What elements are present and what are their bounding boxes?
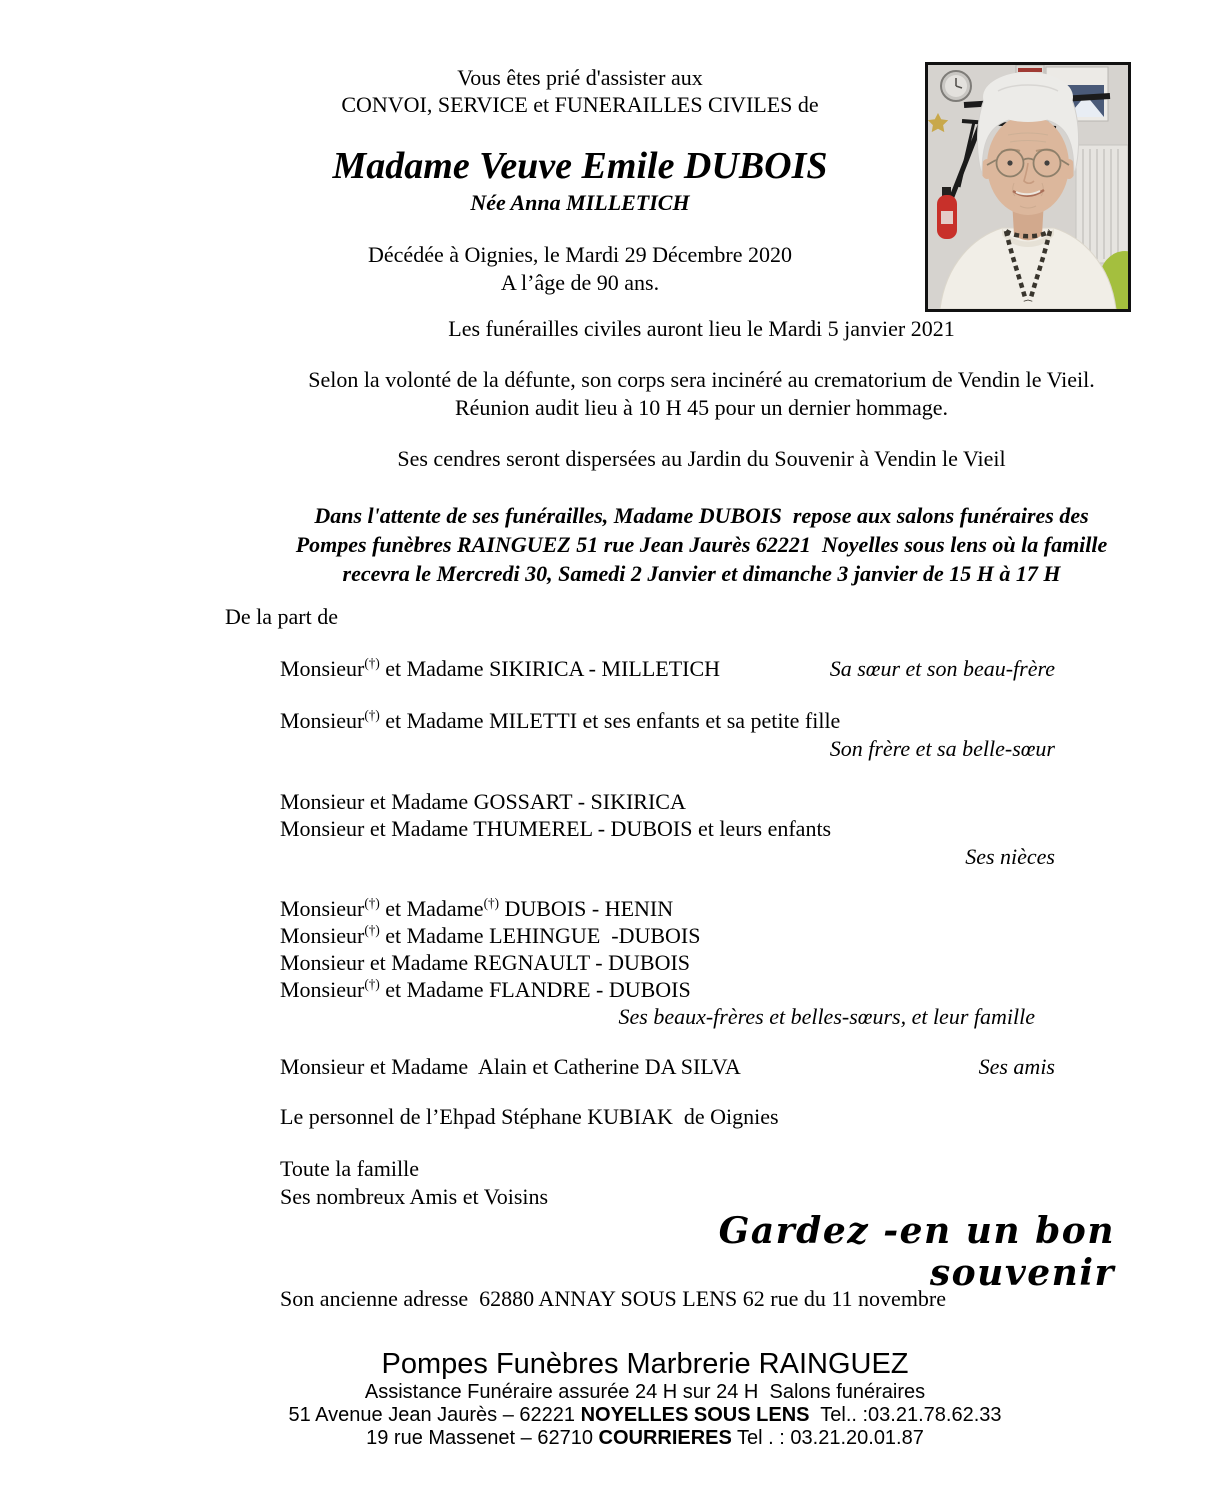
- maiden-name: Née Anna MILLETICH: [470, 190, 690, 215]
- relation-label: Ses nièces: [965, 844, 1055, 869]
- from-label: De la part de: [225, 604, 338, 629]
- eye: [1007, 160, 1012, 165]
- family-member-name: Monsieur(†) et Madame FLANDRE - DUBOIS: [280, 976, 691, 1002]
- family-member-name: Monsieur(†) et Madame(†) DUBOIS - HENIN: [280, 895, 674, 921]
- family-member-line: [280, 656, 1055, 682]
- family-member-line: [280, 1054, 1055, 1080]
- cremation-block: [190, 366, 1213, 422]
- relation-label: Ses amis: [978, 1054, 1055, 1079]
- intro-block: [250, 64, 910, 118]
- funeral-home-name: Pompes Funèbres Marbrerie RAINGUEZ: [381, 1348, 909, 1380]
- family-member-line: [280, 708, 1055, 734]
- repose-line-2: Pompes funèbres RAINGUEZ 51 rue Jean Jaurès 62221 Noyelles sous lens où la famille: [295, 532, 1108, 557]
- relation-label: Ses beaux-frères et belles-sœurs, et leur famille: [618, 1004, 1035, 1029]
- funeral-home-footer: [90, 1348, 1200, 1450]
- city-name: COURRIERES: [598, 1427, 732, 1449]
- city-name: NOYELLES SOUS LENS: [580, 1404, 810, 1426]
- funeral-home-address-1: 51 Avenue Jean Jaurès – 62221 NOYELLES SOUS LENS Tel.. :03.21.78.62.33: [288, 1404, 1002, 1426]
- deceased-dagger: (†): [364, 922, 380, 938]
- family-member-name: Monsieur(†) et Madame MILETTI et ses enfants et sa petite fille: [280, 707, 841, 733]
- ashes-line: Ses cendres seront dispersées au Jardin du Souvenir à Vendin le Vieil: [397, 446, 1006, 471]
- repose-line-3: recevra le Mercredi 30, Samedi 2 Janvier et dimanche 3 janvier de 15 H à 17 H: [342, 561, 1061, 586]
- death-date-line: Décédée à Oignies, le Mardi 29 Décembre 2020: [368, 242, 792, 267]
- family-member-line: [280, 896, 1055, 922]
- family-member-line: Monsieur et Madame THUMEREL - DUBOIS et leurs enfants: [280, 816, 832, 841]
- repose-line-1: Dans l'attente de ses funérailles, Madame DUBOIS repose aux salons funéraires des: [314, 503, 1089, 528]
- family-member-name: Monsieur(†) et Madame SIKIRICA - MILLETICH: [280, 655, 721, 681]
- family-member-line: Le personnel de l’Ehpad Stéphane KUBIAK de Oignies: [280, 1104, 779, 1129]
- intro-line-1: Vous êtes prié d'assister aux: [457, 65, 703, 90]
- family-member-line: Toute la famille: [280, 1156, 419, 1181]
- family-member-line: Ses nombreux Amis et Voisins: [280, 1184, 549, 1209]
- family-member-name: Monsieur et Madame Alain et Catherine DA SILVA: [280, 1054, 741, 1079]
- death-block: [250, 241, 910, 297]
- deceased-dagger: (†): [364, 976, 380, 992]
- funeral-home-service-line: Assistance Funéraire assurée 24 H sur 24 H Salons funéraires: [364, 1381, 926, 1403]
- deceased-dagger: (†): [364, 655, 380, 671]
- deceased-name: Madame Veuve Emile DUBOIS: [332, 145, 828, 187]
- deceased-dagger: (†): [364, 895, 380, 911]
- portrait-photo: [925, 62, 1131, 312]
- eye: [1044, 160, 1049, 165]
- deceased-dagger: (†): [364, 707, 380, 723]
- intro-line-2: CONVOI, SERVICE et FUNERAILLES CIVILES de: [341, 92, 819, 117]
- cremation-line-1: Selon la volonté de la défunte, son corps sera incinéré au crematorium de Vendin le Vieil.: [308, 367, 1095, 392]
- funeral-date-line: Les funérailles civiles auront lieu le Mardi 5 janvier 2021: [448, 316, 955, 341]
- family-member-line: Monsieur et Madame GOSSART - SIKIRICA: [280, 789, 686, 814]
- relation-label: Son frère et sa belle-sœur: [829, 736, 1055, 761]
- age-line: A l’âge de 90 ans.: [500, 270, 660, 295]
- relation-label: Sa sœur et son beau-frère: [829, 656, 1055, 681]
- cremation-line-2: Réunion audit lieu à 10 H 45 pour un dernier hommage.: [454, 395, 949, 420]
- closing-script-line: Gardez -en un bon souvenir: [718, 1210, 1130, 1294]
- old-address-line: Son ancienne adresse 62880 ANNAY SOUS LENS 62 rue du 11 novembre: [280, 1286, 947, 1311]
- family-member-line: [280, 923, 1055, 949]
- family-member-line: [280, 977, 1055, 1003]
- family-member-line: Monsieur et Madame REGNAULT - DUBOIS: [280, 950, 691, 975]
- funeral-home-address-2: 19 rue Massenet – 62710 COURRIERES Tel . : 03.21.20.01.87: [366, 1427, 924, 1449]
- repose-paragraph: [190, 501, 1213, 588]
- deceased-dagger: (†): [483, 895, 499, 911]
- family-member-name: Monsieur(†) et Madame LEHINGUE -DUBOIS: [280, 922, 701, 948]
- wall-clock: [941, 71, 971, 101]
